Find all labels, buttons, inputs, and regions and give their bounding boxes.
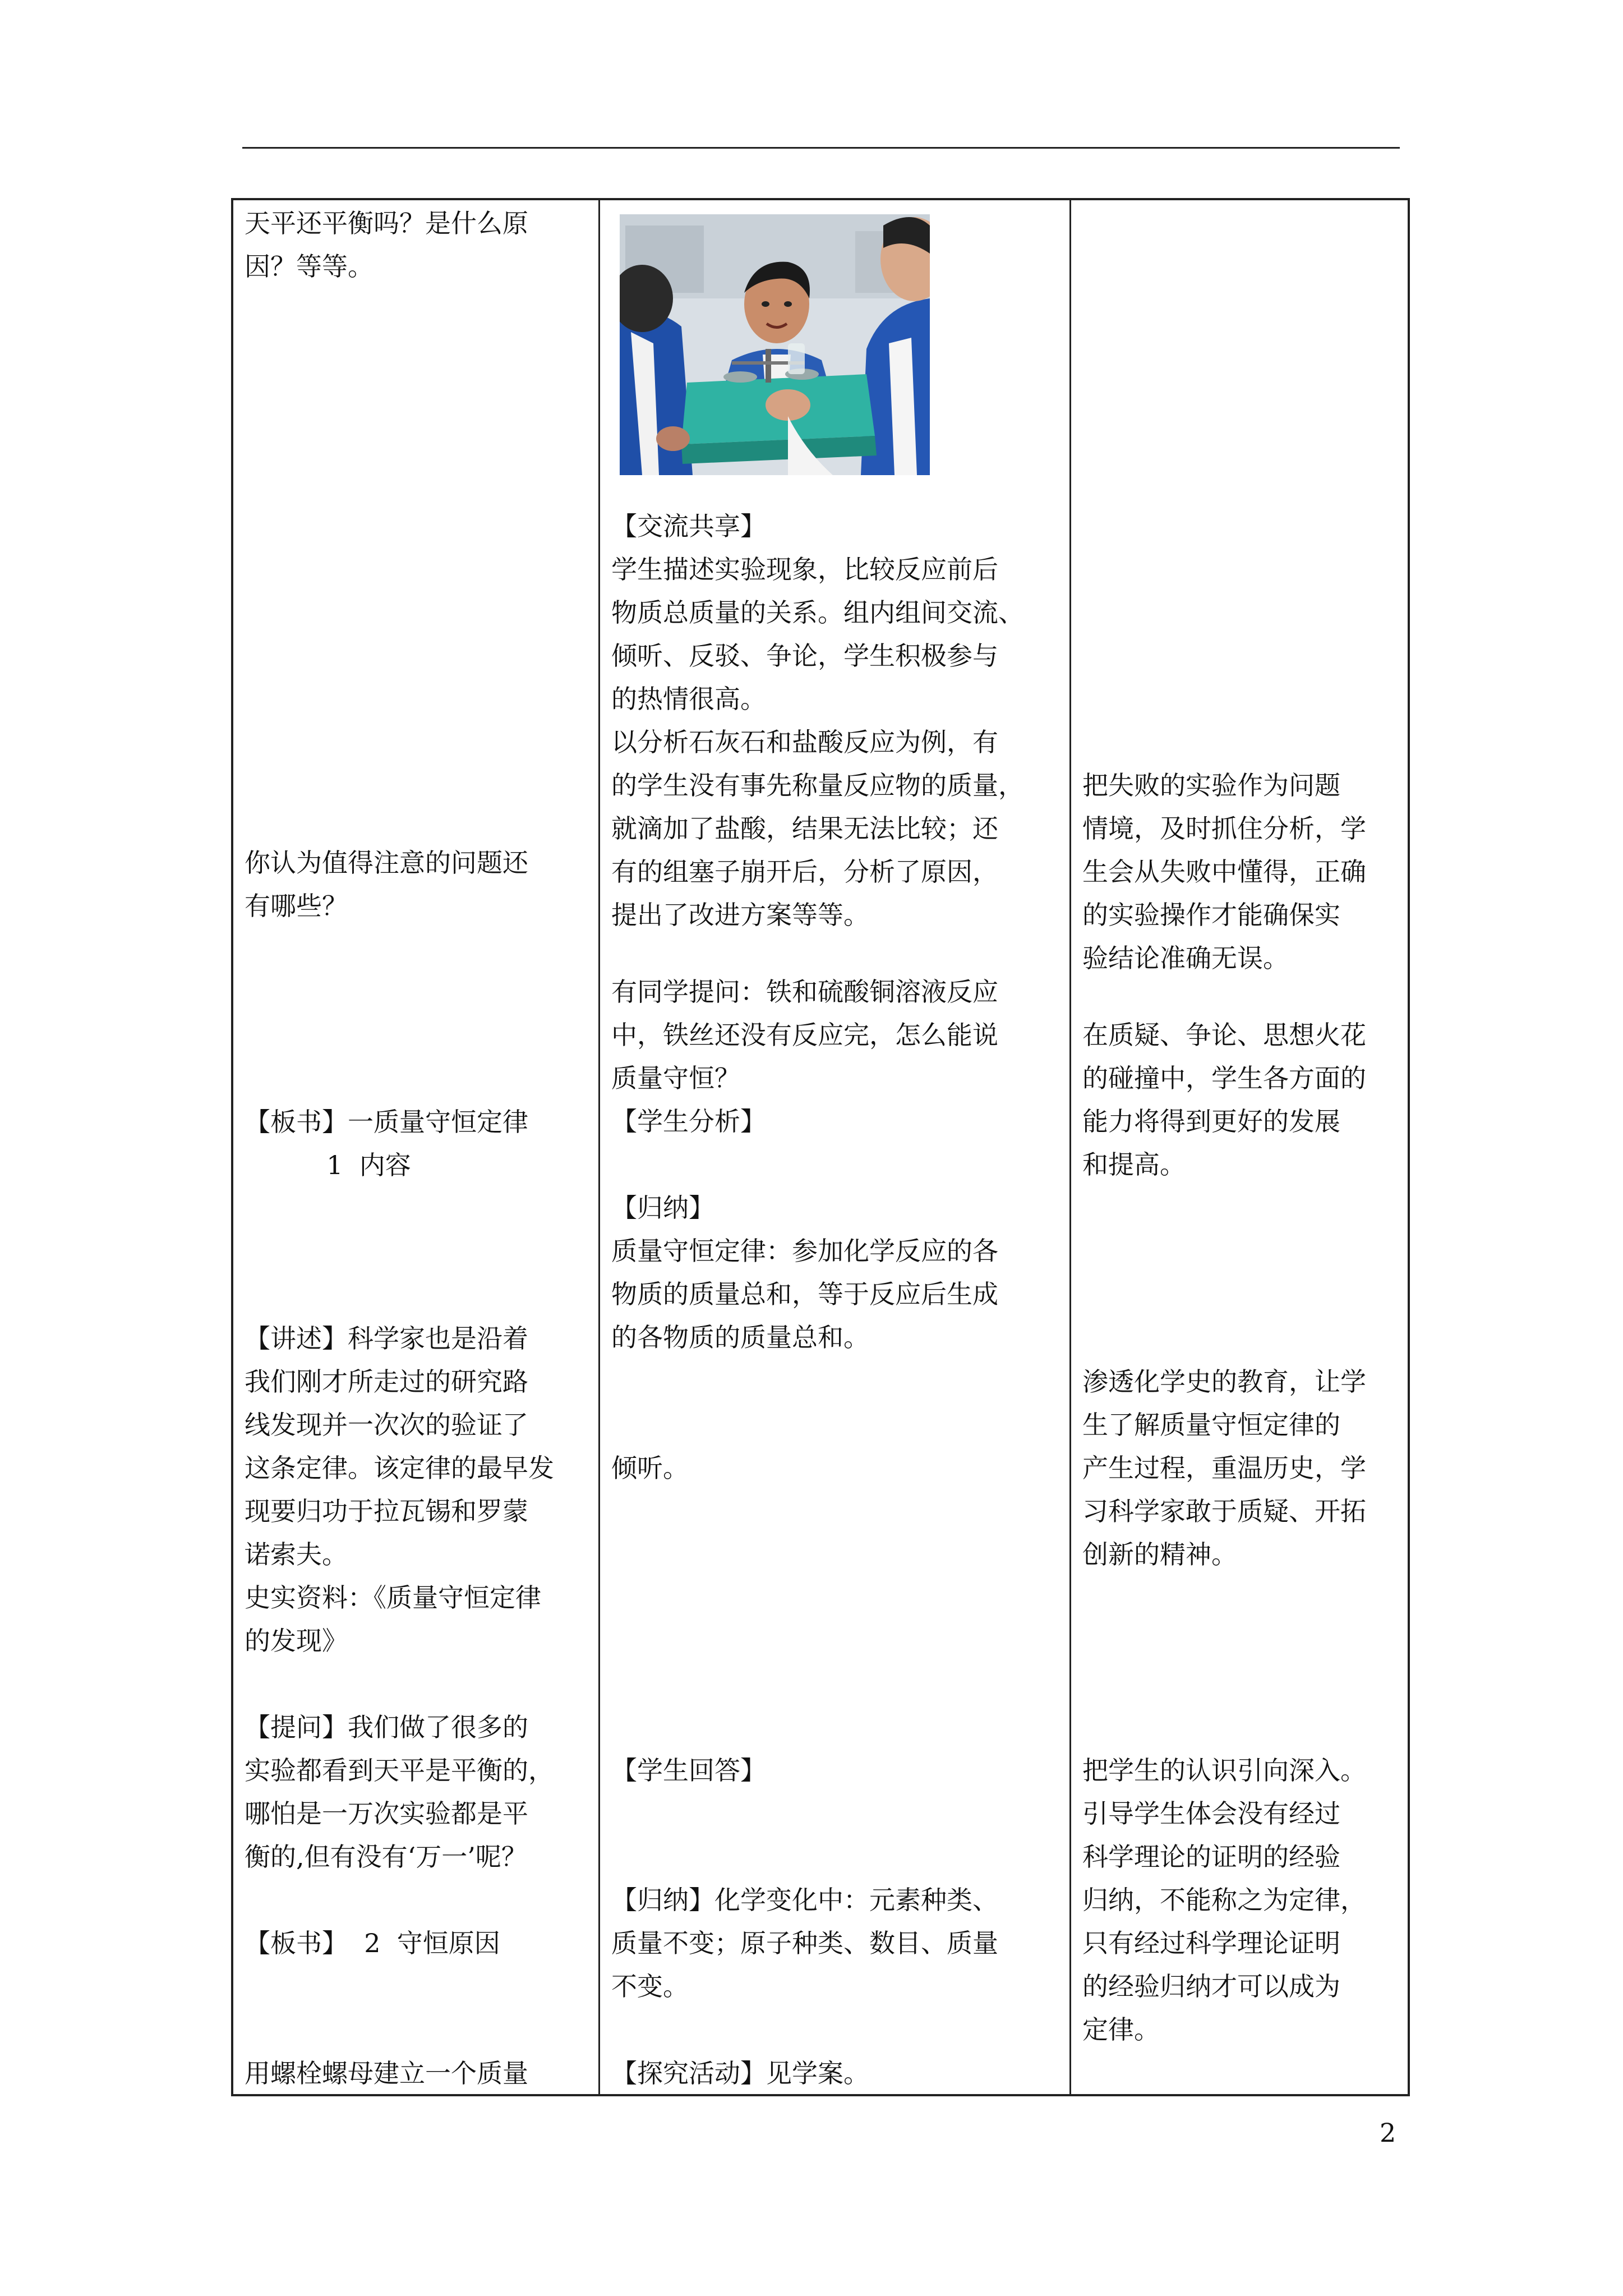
- intent-line: 生了解质量守恒定律的: [1082, 1410, 1340, 1440]
- teacher-line: 我们刚才所走过的研究路: [245, 1366, 528, 1397]
- teacher-line: 天平还平衡吗？是什么原: [245, 208, 528, 238]
- student-line: 提出了改进方案等等。: [611, 900, 869, 930]
- student-line: 质量守恒定律：参加化学反应的各: [611, 1236, 998, 1266]
- intent-line: 产生过程，重温历史，学: [1082, 1453, 1366, 1483]
- intent-line: 引导学生体会没有经过: [1082, 1798, 1340, 1829]
- student-line: 有同学提问：铁和硫酸铜溶液反应: [611, 977, 998, 1007]
- intent-line: 创新的精神。: [1082, 1539, 1237, 1570]
- student-line: 【交流共享】: [611, 511, 766, 541]
- teacher-line: 的发现》: [245, 1626, 348, 1656]
- student-line: 以分析石灰石和盐酸反应为例，有: [611, 727, 998, 757]
- column-divider-1: [598, 200, 600, 2094]
- teacher-line: 1 内容: [245, 1150, 411, 1180]
- column-divider-2: [1069, 200, 1071, 2094]
- student-line: 倾听。: [611, 1453, 689, 1483]
- student-line: 【探究活动】见学案。: [611, 2058, 869, 2088]
- student-line: 【归纳】化学变化中：元素种类、: [611, 1885, 998, 1915]
- intent-line: 把失败的实验作为问题: [1082, 770, 1340, 800]
- student-line: 物质的质量总和，等于反应后生成: [611, 1279, 998, 1309]
- student-line: 中，铁丝还没有反应完，怎么能说: [611, 1020, 998, 1050]
- intent-line: 渗透化学史的教育，让学: [1082, 1366, 1366, 1397]
- student-line: 【归纳】: [611, 1193, 714, 1223]
- student-line: 【学生回答】: [611, 1755, 766, 1786]
- student-line: 不变。: [611, 1971, 689, 2001]
- student-line: 的热情很高。: [611, 684, 766, 714]
- header-rule: [242, 147, 1400, 149]
- intent-line: 归纳，不能称之为定律，: [1082, 1885, 1366, 1915]
- intent-line: 的经验归纳才可以成为: [1082, 1971, 1340, 2001]
- teacher-line: 你认为值得注意的问题还: [245, 848, 528, 878]
- student-line: 的学生没有事先称量反应物的质量，: [611, 770, 1024, 800]
- intent-line: 生会从失败中懂得，正确: [1082, 857, 1366, 887]
- intent-line: 能力将得到更好的发展: [1082, 1106, 1340, 1137]
- student-line: 学生描述实验现象，比较反应前后: [611, 554, 998, 585]
- student-line: 倾听、反驳、争论，学生积极参与: [611, 641, 998, 671]
- teacher-line: 【板书】 2 守恒原因: [245, 1928, 500, 1958]
- teacher-line: 【板书】一质量守恒定律: [245, 1107, 528, 1137]
- student-line: 的各物质的质量总和。: [611, 1322, 869, 1352]
- students-experiment-illustration: [620, 214, 930, 475]
- teacher-line: 衡的,但有没有‘万一’呢？: [245, 1842, 527, 1872]
- student-line: 就滴加了盐酸，结果无法比较；还: [611, 813, 998, 844]
- teacher-line: 实验都看到天平是平衡的，: [245, 1755, 554, 1786]
- intent-line: 定律。: [1082, 2014, 1160, 2045]
- intent-line: 把学生的认识引向深入。: [1082, 1755, 1366, 1786]
- student-line: 质量守恒？: [611, 1063, 740, 1093]
- teacher-line: 用螺栓螺母建立一个质量: [245, 2058, 528, 2088]
- teacher-line: 【讲述】科学家也是沿着: [245, 1323, 528, 1354]
- teacher-line: 因？等等。: [245, 251, 374, 282]
- intent-line: 的实验操作才能确保实: [1082, 900, 1340, 930]
- teacher-line: 【提问】我们做了很多的: [245, 1712, 528, 1742]
- teacher-line: 线发现并一次次的验证了: [245, 1410, 528, 1440]
- student-line: 质量不变；原子种类、数目、质量: [611, 1928, 998, 1958]
- teacher-line: 有哪些？: [245, 891, 348, 921]
- intent-line: 在质疑、争论、思想火花: [1082, 1020, 1366, 1050]
- teacher-line: 这条定律。该定律的最早发: [245, 1453, 554, 1483]
- student-line: 物质总质量的关系。组内组间交流、: [611, 597, 1024, 628]
- intent-line: 验结论准确无误。: [1082, 943, 1289, 973]
- teacher-line: 史实资料：《质量守恒定律: [245, 1582, 541, 1613]
- intent-line: 情境，及时抓住分析，学: [1082, 813, 1366, 844]
- student-line: 【学生分析】: [611, 1106, 766, 1137]
- teacher-line: 现要归功于拉瓦锡和罗蒙: [245, 1496, 528, 1526]
- student-line: 有的组塞子崩开后，分析了原因，: [611, 857, 998, 887]
- intent-line: 只有经过科学理论证明: [1082, 1928, 1340, 1958]
- teacher-line: 哪怕是一万次实验都是平: [245, 1798, 528, 1829]
- page-number: 2: [1380, 2118, 1396, 2148]
- experiment-photo: [620, 214, 930, 475]
- intent-line: 习科学家敢于质疑、开拓: [1082, 1496, 1366, 1526]
- intent-line: 的碰撞中，学生各方面的: [1082, 1063, 1366, 1093]
- intent-line: 和提高。: [1082, 1149, 1186, 1180]
- teacher-line: 诺索夫。: [245, 1539, 348, 1570]
- intent-line: 科学理论的证明的经验: [1082, 1842, 1340, 1872]
